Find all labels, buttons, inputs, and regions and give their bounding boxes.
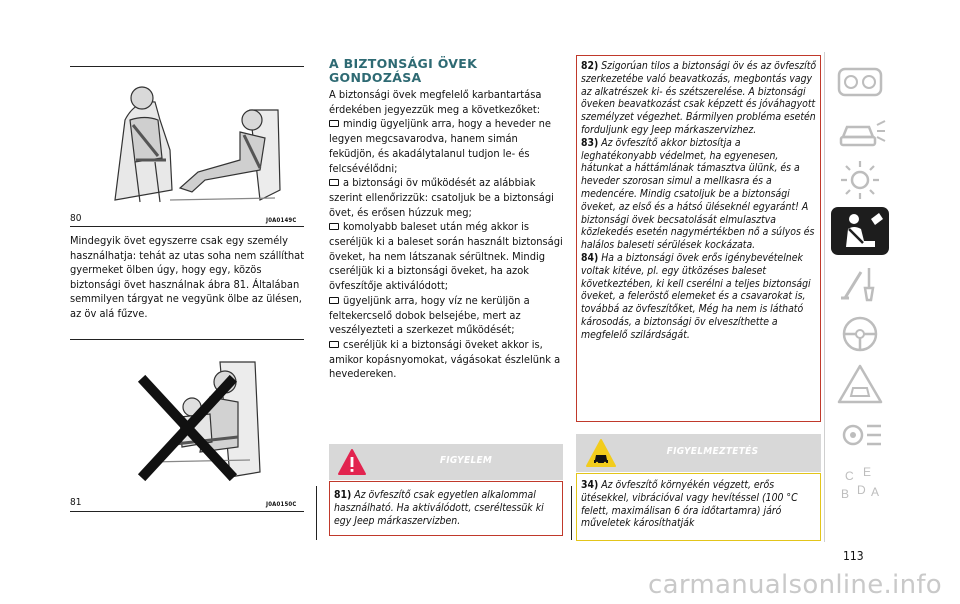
figure-81-illustration xyxy=(120,352,280,482)
bullet-item-2 xyxy=(329,176,563,220)
figure-80-code: J0A0149C xyxy=(266,217,297,224)
svg-text:B: B xyxy=(841,487,850,501)
bullet-item-1 xyxy=(329,117,563,176)
warning-item-83-number: 83) xyxy=(581,136,599,149)
top-rule-left xyxy=(70,66,304,67)
warning-item-83 xyxy=(581,137,817,252)
caution-item-34 xyxy=(581,479,817,530)
warning-banner xyxy=(329,444,563,480)
bullet-item-5 xyxy=(329,338,563,382)
figure-80-illustration xyxy=(100,80,290,210)
caution-label: FIGYELMEZTETÉS xyxy=(666,446,759,457)
left-paragraph: Mindegyik övet egyszerre csak egy személy használhatja: tehát az utas soha nem szállíthat gyermeket ölben úgy, hogy egy, közös biztonsági övet használnak ábra 81. Általában semmilyen tárgyat ne vegyünk ölbe az ülésen, az öv alá fűzve. xyxy=(70,234,305,320)
bullet-text-1: mindig ügyeljünk arra, hogy a heveder ne legyen megcsavarodva, hanem simán feküdjön, és akadálytalanul tudjon le- és felcsévélődni; xyxy=(329,117,551,175)
right-warning-text xyxy=(581,60,817,342)
caution-banner xyxy=(576,434,821,472)
figure-81-top-rule xyxy=(70,339,304,340)
checkbox-bullet-icon xyxy=(329,341,339,348)
caution-item-34-number: 34) xyxy=(581,479,599,491)
svg-text:A: A xyxy=(871,485,880,499)
bullet-text-2: a biztonsági öv működését az alábbiak szerint ellenőrizzük: csatoljuk be a biztonsági övet, és erősen húzzuk meg; xyxy=(329,176,554,219)
dashboard-icon[interactable] xyxy=(831,57,889,107)
bullet-text-3: komolyabb baleset után még akkor is cseréljük ki a baleset során használt biztonsági öveket, ha nem látszanak sérültnek. Mindig cseréljük ki a biztonsági öveket, ha azok övfeszítője aktiválódott; xyxy=(329,220,563,293)
figure-81-code: J0A0150C xyxy=(266,501,297,508)
figure-81-number: 81 xyxy=(70,497,82,508)
checkbox-bullet-icon xyxy=(329,179,339,186)
warning-item-82 xyxy=(581,60,817,137)
section-body xyxy=(329,88,563,382)
section-title xyxy=(329,57,477,85)
svg-text:D: D xyxy=(857,483,866,497)
warning-item-81 xyxy=(334,489,560,527)
warning-item-84-number: 84) xyxy=(581,251,599,264)
bullet-item-3 xyxy=(329,220,563,294)
warning-item-84 xyxy=(581,252,817,342)
gear-list-icon[interactable] xyxy=(831,410,889,460)
section-intro: A biztonsági övek megfelelő karbantartása érdekében jegyezzük meg a következőket: xyxy=(329,88,542,116)
warning-item-81-text: Az övfeszítő csak egyetlen alkalommal használható. Ha aktiválódott, cseréltessük ki egy Jeep márkaszervizben. xyxy=(334,489,544,527)
warning-item-82-text: Szigorúan tilos a biztonsági öv és az övfeszítő szerkezetébe való beavatkozás, megbontás vagy az alkatrészek ki- és szétszerelése. A biztonsági öveken beavatkozást csak képzett és jóváhagyott személyzet végezhet. Bármilyen probléma esetén forduljunk egy Jeep márkaszervizhez. xyxy=(581,60,817,136)
svg-text:E: E xyxy=(863,465,872,479)
figure-80-rule xyxy=(70,226,304,227)
section-title-line1: A BIZTONSÁGI ÖVEK xyxy=(329,56,478,71)
bullet-item-4 xyxy=(329,294,563,338)
section-title-line2: GONDOZÁSA xyxy=(329,70,422,85)
warning-item-84-text: Ha a biztonsági övek erős igénybevételnek voltak kitéve, pl. egy ütközéses baleset következtében, ki kell cserélni a teljes biztonsági öveket, a feleröstő elemeket és a csavarokat is, továbbá az övfeszítőket, Még ha nem is látható károsodás, a biztonsági öv elveszíthette a megfelelő szilárdságát. xyxy=(581,251,811,341)
wrench-tools-icon[interactable] xyxy=(831,258,889,308)
page-number: 113 xyxy=(843,549,864,563)
bullet-text-5: cseréljük ki a biztonsági öveket akkor is, amikor kopásnyomokat, vágásokat észlelünk a hevedereken. xyxy=(329,337,561,381)
warning-item-83-text: Az övfeszítő akkor biztosítja a leghatékonyabb védelmet, ha egyenesen, hátunkat a háttámlának támasztva ülünk, és a heveder szorosan simul a mellkasra és a medencére. Mindig csatoljuk be a biztonsági öveket, az első és a hátsó üléseknél egyaránt! A biztonsági övek becsatolását elmulasztva közlekedés esetén nagymértékben nő a súlyos és halálos baleseti sérülések kockázata. xyxy=(581,136,815,252)
checkbox-bullet-icon xyxy=(329,297,339,304)
warning-car-icon[interactable] xyxy=(831,360,889,410)
bullet-text-4: ügyeljünk arra, hogy víz ne kerüljön a feltekercselő dobok belsejébe, mert az veszélyezteti a szerkezet működését; xyxy=(329,293,530,337)
caution-item-34-text: Az övfeszítő környékén végzett, erős ütésekkel, vibrációval vagy hevítéssel (100 °C felett, maximálisan 6 óra időtartamra) járó műveletek károsíthatják xyxy=(581,479,798,530)
figure-81-rule xyxy=(70,511,304,512)
seatbelt-person-icon[interactable] xyxy=(831,207,889,255)
steering-wheel-icon[interactable] xyxy=(831,309,889,359)
watermark: carmanualsonline.info xyxy=(648,570,943,600)
alphabet-index-icon[interactable] xyxy=(831,460,889,510)
warning-item-81-number: 81) xyxy=(334,489,352,501)
warning-item-82-number: 82) xyxy=(581,60,599,72)
sun-icon[interactable] xyxy=(831,155,889,205)
checkbox-bullet-icon xyxy=(329,120,339,127)
car-lights-icon[interactable] xyxy=(831,107,889,157)
side-nav-divider xyxy=(824,52,825,542)
svg-text:C: C xyxy=(845,469,854,483)
column-divider-2 xyxy=(571,486,572,540)
checkbox-bullet-icon xyxy=(329,223,339,230)
warning-label: FIGYELEM xyxy=(439,455,493,466)
figure-80-number: 80 xyxy=(70,213,82,224)
column-divider-1 xyxy=(316,486,317,540)
